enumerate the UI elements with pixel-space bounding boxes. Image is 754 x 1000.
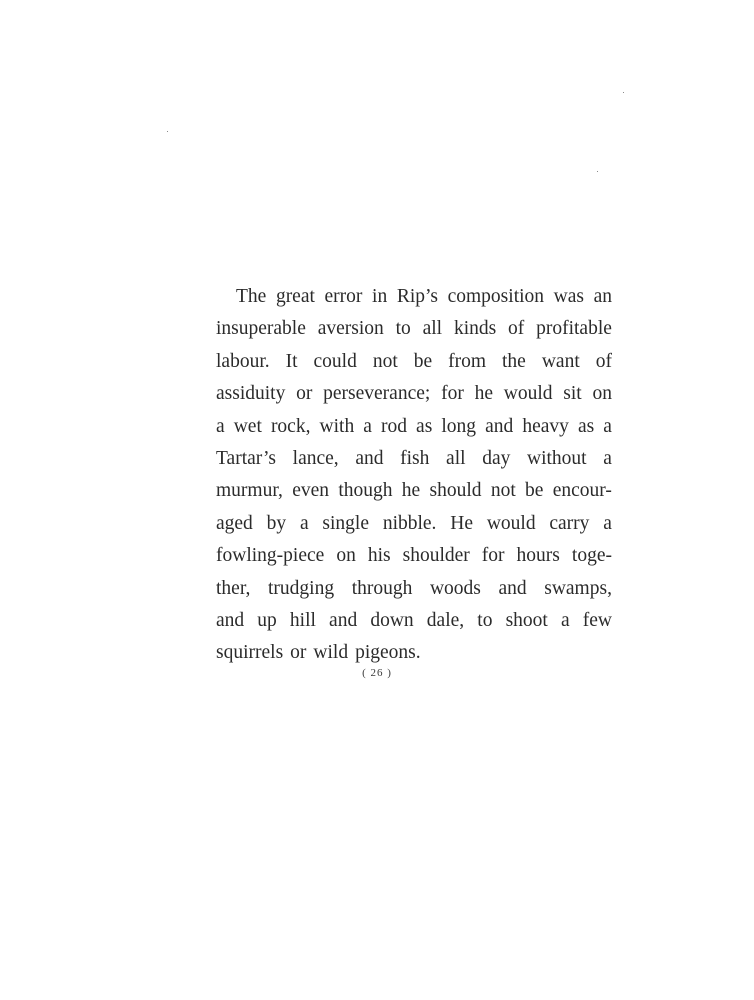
text-line: labour. It could not be from the want of xyxy=(216,350,612,372)
text-line: The great error in Rip’s composition was an xyxy=(236,286,612,307)
text-line: and up hill and down dale, to shoot a few xyxy=(216,609,612,631)
text-line: a wet rock, with a rod as long and heavy as a xyxy=(216,415,612,437)
text-line: insuperable aversion to all kinds of profitable xyxy=(216,318,612,340)
page-number: ( 26 ) xyxy=(362,667,392,679)
text-line: fowling-piece on his shoulder for hours toge- xyxy=(216,545,612,567)
paragraph xyxy=(216,281,612,670)
paper-speck xyxy=(167,131,168,132)
text-line: assiduity or perseverance; for he would sit on xyxy=(216,383,612,405)
text-line: squirrels or wild pigeons. xyxy=(216,642,421,664)
text-line: ther, trudging through woods and swamps, xyxy=(216,577,612,599)
paper-speck xyxy=(597,171,598,172)
text-line: aged by a single nibble. He would carry a xyxy=(216,512,612,534)
text-line: Tartar’s lance, and fish all day without a xyxy=(216,447,612,469)
text-line: murmur, even though he should not be encour- xyxy=(216,480,612,502)
paper-speck xyxy=(623,92,624,93)
